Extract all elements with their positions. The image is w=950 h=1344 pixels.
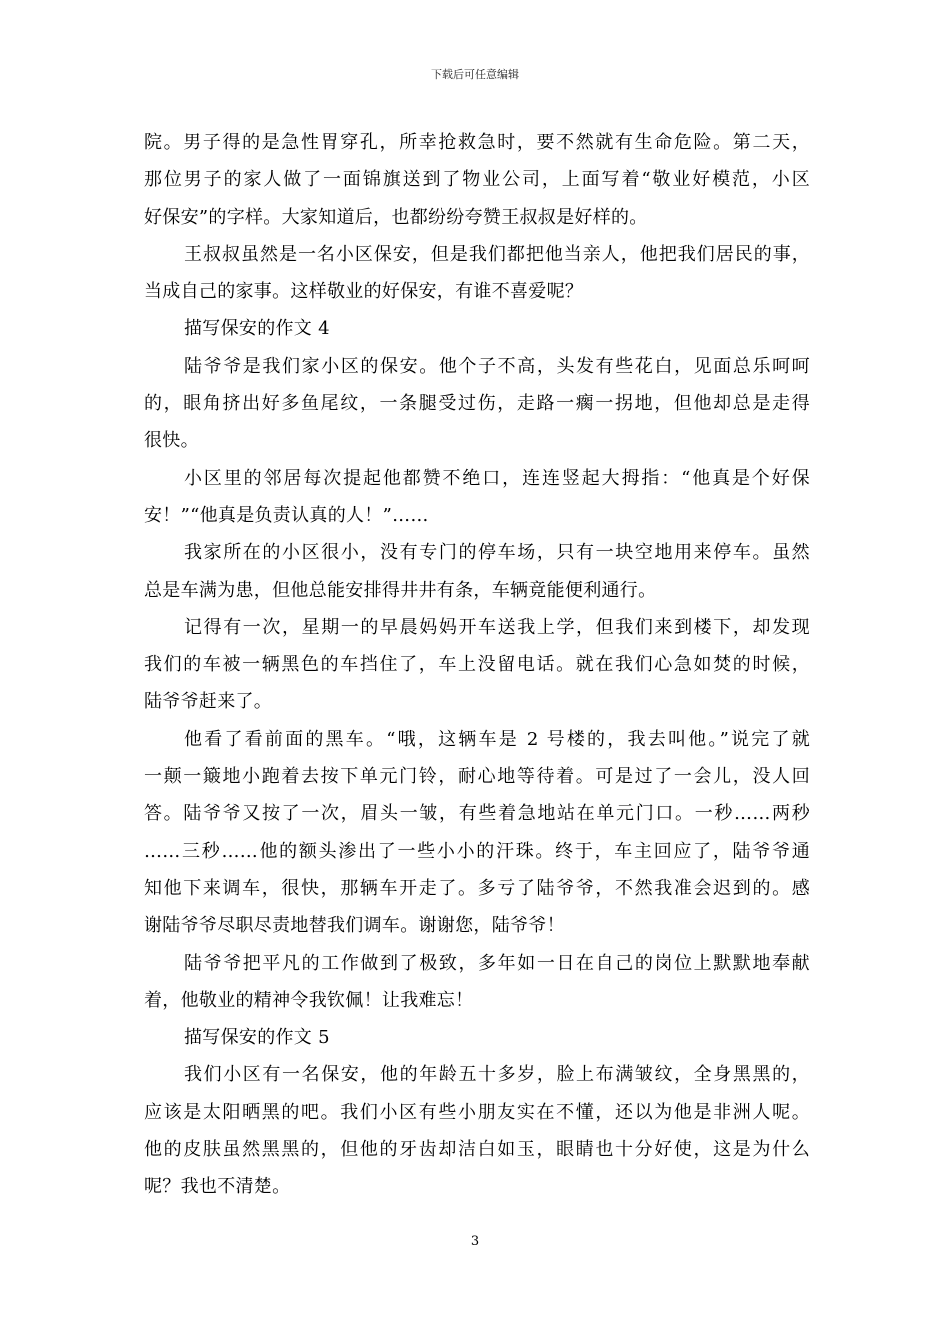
text-line: 一颠一簸地小跑着去按下单元门铃，耐心地等待着。可是过了一会儿，没人回	[144, 766, 810, 788]
text-line: 答。陆爷爷又按了一次，眉头一皱，有些着急地站在单元门口。一秒……两秒	[144, 803, 810, 825]
text-line: 着，他敬业的精神令我钦佩！让我难忘！	[144, 989, 474, 1011]
text-line: 小区里的邻居每次提起他都赞不绝口，连连竖起大拇指：“他真是个好保	[184, 467, 810, 489]
text-line: 院。男子得的是急性胃穿孔，所幸抢救急时，要不然就有生命危险。第二天，	[144, 132, 810, 153]
text-line: 他的皮肤虽然黑黑的，但他的牙齿却洁白如玉，眼睛也十分好使，这是为什么	[144, 1139, 810, 1161]
text-line: 总是车满为患，但他总能安排得井井有条，车辆竟能便利通行。	[144, 579, 657, 601]
text-line: 陆爷爷赶来了。	[144, 691, 273, 713]
text-line: 陆爷爷是我们家小区的保安。他个子不高，头发有些花白，见面总乐呵呵	[184, 355, 810, 377]
document-body	[144, 124, 810, 1206]
text-line: 我们小区有一名保安，他的年龄五十多岁，脸上布满皱纹，全身黑黑的，	[184, 1064, 810, 1086]
text-line: 应该是太阳晒黑的吧。我们小区有些小朋友实在不懂，还以为他是非洲人呢。	[144, 1101, 810, 1123]
text-line: 我们的车被一辆黑色的车挡住了，车上没留电话。就在我们心急如焚的时候，	[144, 654, 810, 676]
text-line: 那位男子的家人做了一面锦旗送到了物业公司，上面写着“敬业好模范，小区	[144, 169, 810, 191]
text-line: 谢陆爷爷尽职尽责地替我们调车。谢谢您，陆爷爷！	[144, 915, 565, 937]
text-line: 描写保安的作文 5	[184, 1027, 330, 1049]
text-line: 安！”“他真是负责认真的人！”……	[144, 504, 429, 526]
text-line: 的，眼角挤出好多鱼尾纹，一条腿受过伤，走路一瘸一拐地，但他却总是走得	[144, 393, 810, 415]
header-text: 下载后可任意编辑	[431, 68, 519, 81]
text-line: 知他下来调车，很快，那辆车开走了。多亏了陆爷爷，不然我准会迟到的。感	[144, 877, 810, 899]
text-line: 很快。	[144, 430, 199, 452]
text-line: 描写保安的作文 4	[184, 318, 330, 340]
text-line: 好保安”的字样。大家知道后，也都纷纷夸赞王叔叔是好样的。	[144, 206, 648, 228]
text-line: 呢？我也不清楚。	[144, 1176, 291, 1198]
text-line: ……三秒……他的额头渗出了一些小小的汗珠。终于，车主回应了，陆爷爷通	[144, 840, 810, 862]
page-header	[0, 68, 950, 82]
text-line: 陆爷爷把平凡的工作做到了极致，多年如一日在自己的岗位上默默地奉献	[184, 952, 810, 974]
text-line: 当成自己的家事。这样敬业的好保安，有谁不喜爱呢？	[144, 281, 584, 303]
page-number: 3	[470, 1234, 480, 1249]
text-line: 他看了看前面的黑车。“哦，这辆车是 2 号楼的，我去叫他。”说完了就	[184, 728, 810, 750]
text-line: 王叔叔虽然是一名小区保安，但是我们都把他当亲人，他把我们居民的事，	[184, 243, 810, 265]
text-line: 我家所在的小区很小，没有专门的停车场，只有一块空地用来停车。虽然	[184, 542, 810, 564]
text-line: 记得有一次，星期一的早晨妈妈开车送我上学，但我们来到楼下，却发现	[184, 616, 810, 638]
